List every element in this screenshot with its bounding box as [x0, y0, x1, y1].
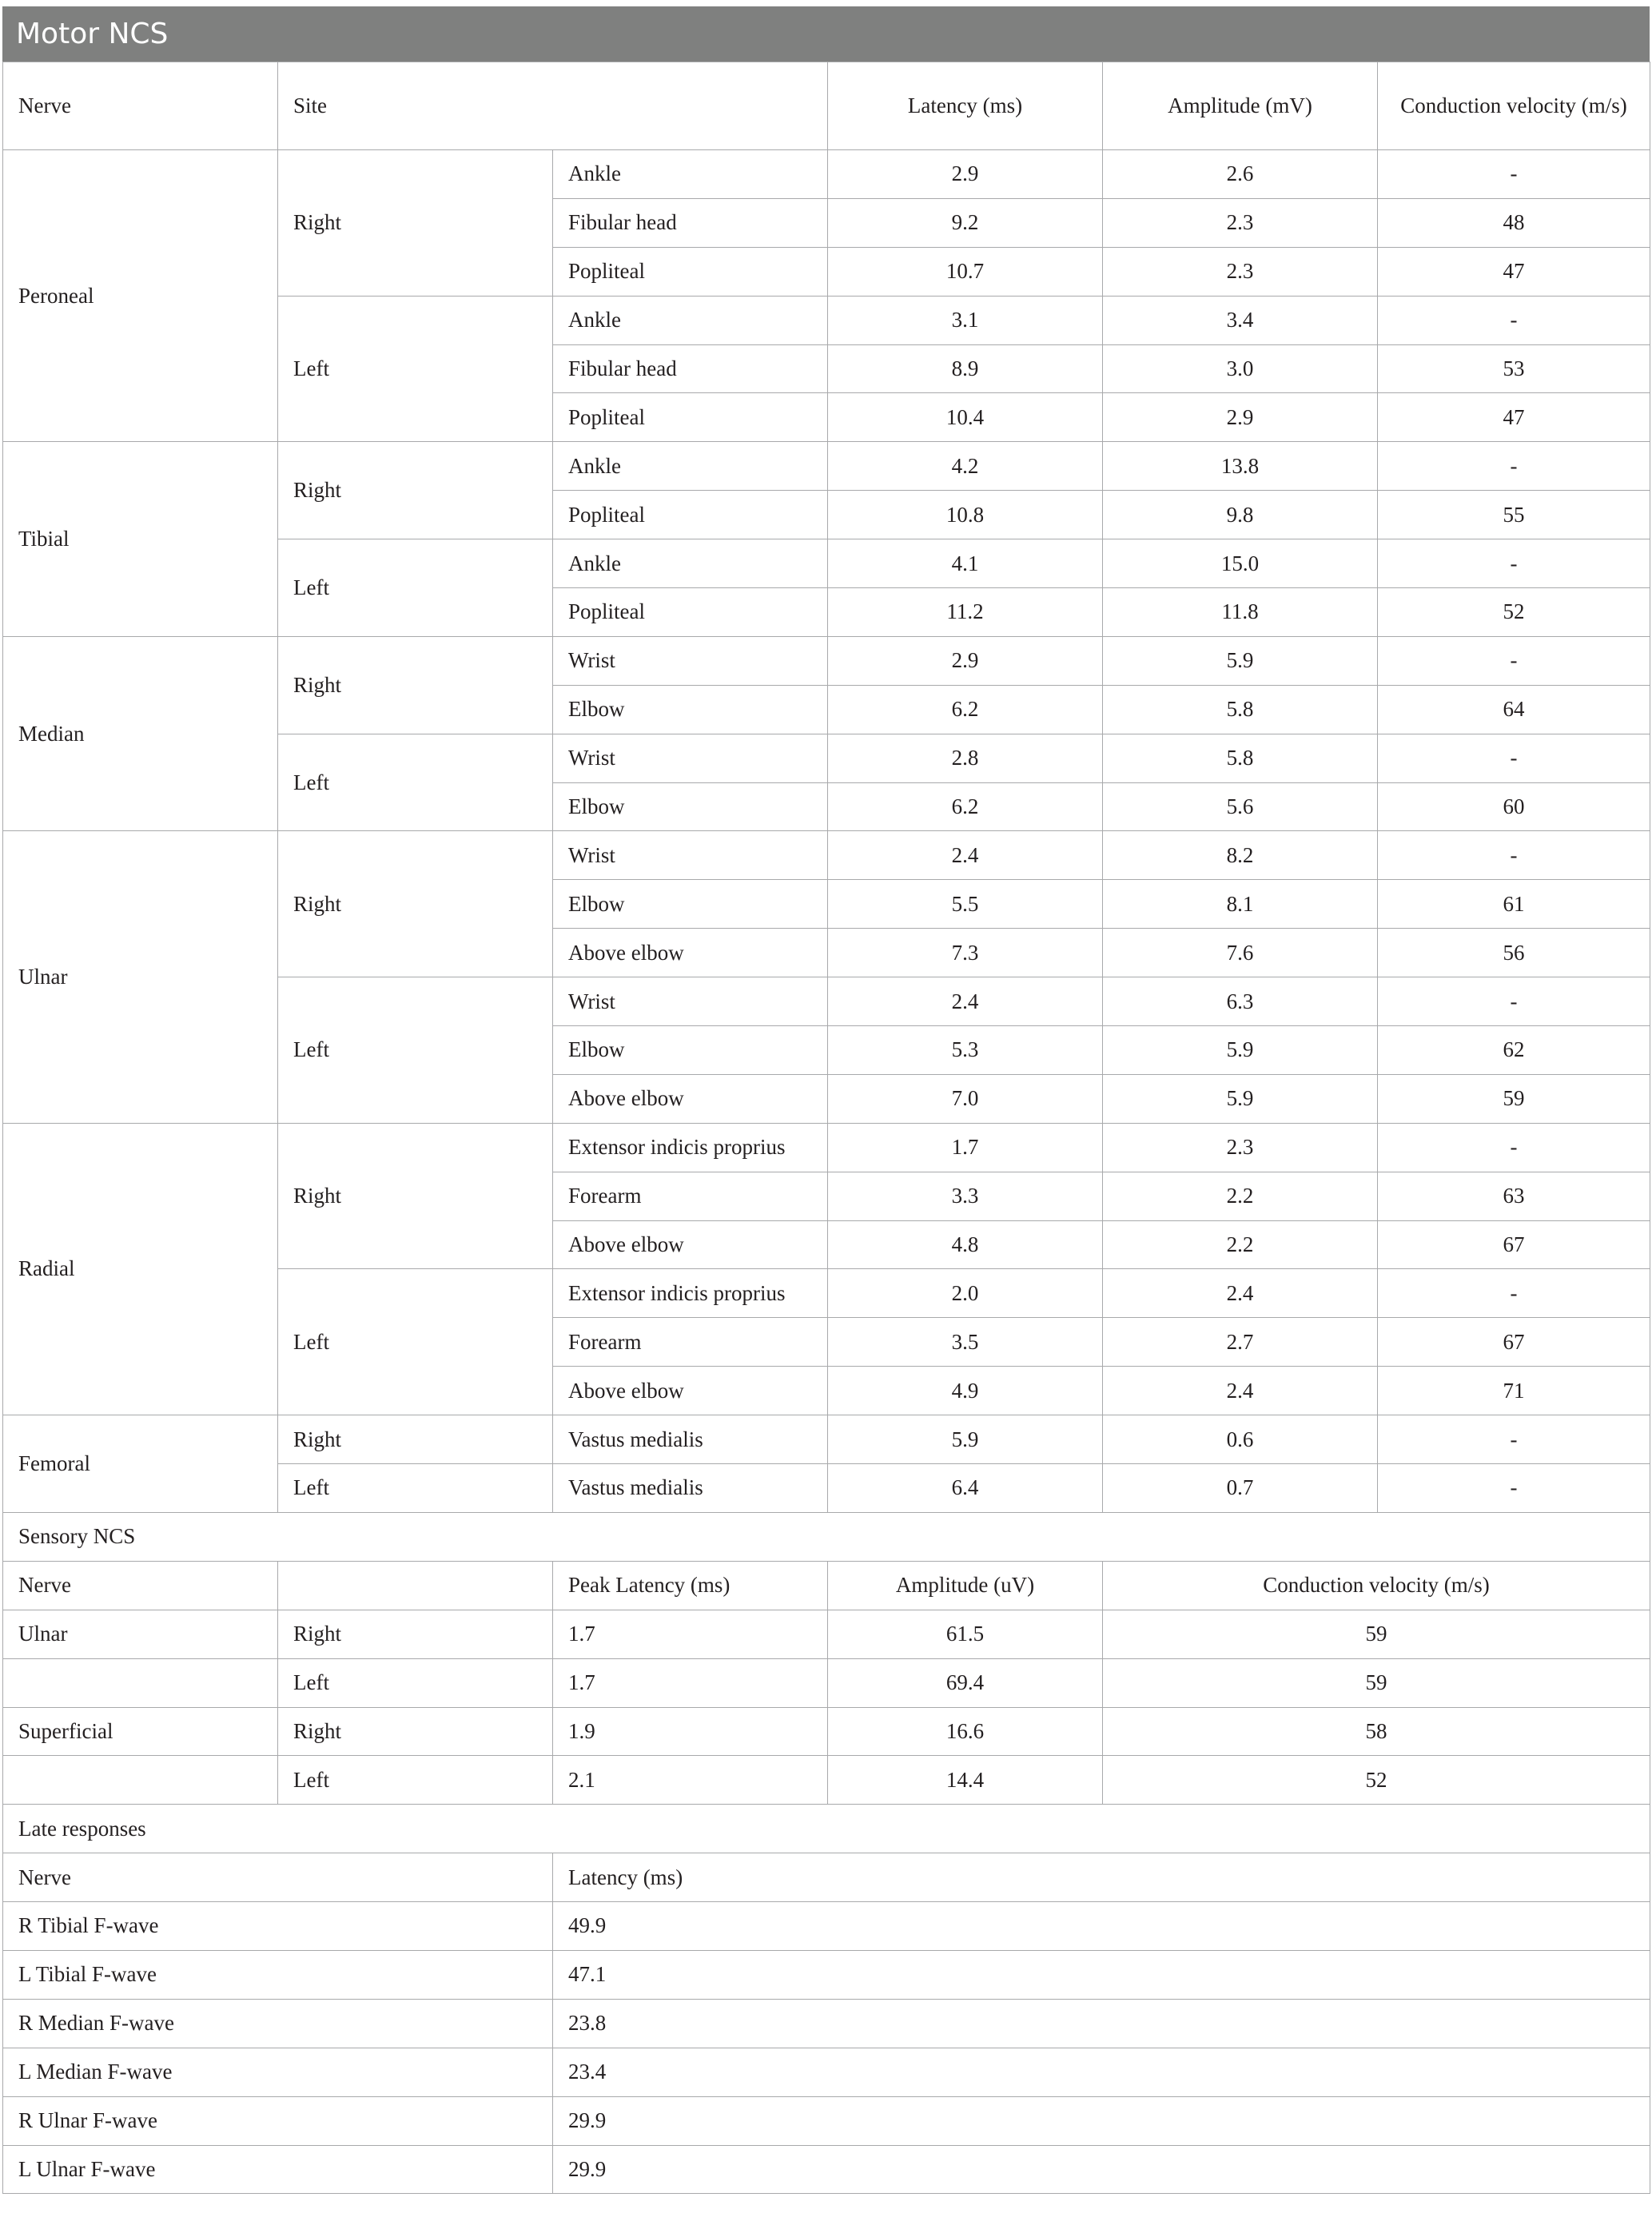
- late-row: [3, 1950, 1650, 1999]
- late-latency-cell: 23.8: [553, 1999, 1650, 2048]
- site-cell: Elbow: [553, 1026, 828, 1075]
- sensory-header-amplitude: Amplitude (uV): [828, 1561, 1103, 1610]
- latency-cell: 10.7: [828, 247, 1103, 296]
- velocity-cell: -: [1378, 1269, 1650, 1318]
- amplitude-cell: 8.2: [1103, 831, 1378, 880]
- latency-cell: 4.1: [828, 539, 1103, 588]
- sensory-nerve-cell: [3, 1756, 278, 1805]
- velocity-cell: -: [1378, 1464, 1650, 1513]
- latency-cell: 3.1: [828, 296, 1103, 344]
- sensory-nerve-cell: [3, 1658, 278, 1707]
- late-latency-cell: 29.9: [553, 2145, 1650, 2194]
- velocity-cell: 61: [1378, 880, 1650, 929]
- velocity-cell: 64: [1378, 685, 1650, 734]
- velocity-cell: 52: [1378, 588, 1650, 637]
- late-row: [3, 1999, 1650, 2048]
- side-cell: Left: [278, 1269, 553, 1415]
- latency-cell: 2.9: [828, 636, 1103, 685]
- latency-cell: 9.2: [828, 198, 1103, 247]
- amplitude-cell: 0.7: [1103, 1464, 1378, 1513]
- header-site: Site: [278, 62, 828, 150]
- velocity-cell: 48: [1378, 198, 1650, 247]
- latency-cell: 6.2: [828, 782, 1103, 831]
- late-header-nerve: Nerve: [3, 1853, 553, 1902]
- late-row: [3, 2048, 1650, 2096]
- header-nerve: Nerve: [3, 62, 278, 150]
- site-cell: Popliteal: [553, 491, 828, 539]
- amplitude-cell: 11.8: [1103, 588, 1378, 637]
- latency-cell: 5.3: [828, 1026, 1103, 1075]
- amplitude-cell: 13.8: [1103, 442, 1378, 491]
- ncs-table: [2, 62, 1650, 2194]
- amplitude-cell: 5.8: [1103, 685, 1378, 734]
- late-header-latency: Latency (ms): [553, 1853, 1650, 1902]
- latency-cell: 4.8: [828, 1220, 1103, 1269]
- site-cell: Above elbow: [553, 1074, 828, 1123]
- velocity-cell: -: [1378, 636, 1650, 685]
- velocity-cell: -: [1378, 150, 1650, 199]
- site-cell: Fibular head: [553, 198, 828, 247]
- velocity-cell: 60: [1378, 782, 1650, 831]
- velocity-cell: 47: [1378, 247, 1650, 296]
- late-row: [3, 2145, 1650, 2194]
- velocity-cell: 59: [1378, 1074, 1650, 1123]
- latency-cell: 2.8: [828, 734, 1103, 782]
- amplitude-cell: 0.6: [1103, 1415, 1378, 1464]
- latency-cell: 2.4: [828, 977, 1103, 1026]
- latency-cell: 1.7: [828, 1123, 1103, 1172]
- sensory-row: [3, 1707, 1650, 1756]
- sensory-latency-cell: 1.7: [553, 1658, 828, 1707]
- velocity-cell: 63: [1378, 1172, 1650, 1220]
- site-cell: Extensor indicis proprius: [553, 1123, 828, 1172]
- latency-cell: 7.0: [828, 1074, 1103, 1123]
- side-cell: Right: [278, 442, 553, 539]
- late-latency-cell: 29.9: [553, 2096, 1650, 2145]
- site-cell: Vastus medialis: [553, 1415, 828, 1464]
- site-cell: Wrist: [553, 636, 828, 685]
- velocity-cell: 71: [1378, 1367, 1650, 1415]
- site-cell: Wrist: [553, 734, 828, 782]
- ncs-table-body: [3, 62, 1650, 2194]
- site-cell: Ankle: [553, 296, 828, 344]
- sensory-header-nerve: Nerve: [3, 1561, 278, 1610]
- amplitude-cell: 5.9: [1103, 636, 1378, 685]
- velocity-cell: 56: [1378, 929, 1650, 977]
- amplitude-cell: 2.3: [1103, 1123, 1378, 1172]
- side-cell: Right: [278, 150, 553, 297]
- motor-row: [3, 150, 1650, 199]
- velocity-cell: 53: [1378, 344, 1650, 393]
- sensory-velocity-cell: 52: [1103, 1756, 1650, 1805]
- amplitude-cell: 2.9: [1103, 393, 1378, 442]
- amplitude-cell: 2.3: [1103, 198, 1378, 247]
- latency-cell: 2.4: [828, 831, 1103, 880]
- velocity-cell: 67: [1378, 1318, 1650, 1367]
- latency-cell: 6.2: [828, 685, 1103, 734]
- nerve-name-cell: Ulnar: [3, 831, 278, 1123]
- amplitude-cell: 7.6: [1103, 929, 1378, 977]
- motor-row: [3, 1415, 1650, 1464]
- amplitude-cell: 15.0: [1103, 539, 1378, 588]
- sensory-amplitude-cell: 14.4: [828, 1756, 1103, 1805]
- amplitude-cell: 2.6: [1103, 150, 1378, 199]
- amplitude-cell: 2.4: [1103, 1367, 1378, 1415]
- side-cell: Left: [278, 296, 553, 442]
- side-cell: Left: [278, 1464, 553, 1513]
- latency-cell: 8.9: [828, 344, 1103, 393]
- site-cell: Forearm: [553, 1172, 828, 1220]
- side-cell: Right: [278, 1415, 553, 1464]
- motor-row: [3, 636, 1650, 685]
- table-title: Motor NCS: [2, 6, 1650, 62]
- sensory-header-row: [3, 1561, 1650, 1610]
- latency-cell: 3.3: [828, 1172, 1103, 1220]
- amplitude-cell: 2.2: [1103, 1220, 1378, 1269]
- site-cell: Popliteal: [553, 393, 828, 442]
- latency-cell: 10.8: [828, 491, 1103, 539]
- sensory-latency-cell: 1.9: [553, 1707, 828, 1756]
- amplitude-cell: 5.6: [1103, 782, 1378, 831]
- late-nerve-cell: R Tibial F-wave: [3, 1902, 553, 1951]
- sensory-nerve-cell: Superficial: [3, 1707, 278, 1756]
- motor-row: [3, 831, 1650, 880]
- sensory-amplitude-cell: 61.5: [828, 1610, 1103, 1658]
- velocity-cell: -: [1378, 442, 1650, 491]
- velocity-cell: -: [1378, 1123, 1650, 1172]
- late-row: [3, 1902, 1650, 1951]
- side-cell: Left: [278, 977, 553, 1124]
- site-cell: Elbow: [553, 685, 828, 734]
- header-conduction-velocity: Conduction velocity (m/s): [1378, 62, 1650, 150]
- site-cell: Ankle: [553, 539, 828, 588]
- nerve-name-cell: Tibial: [3, 442, 278, 637]
- sensory-side-cell: Right: [278, 1707, 553, 1756]
- late-nerve-cell: R Ulnar F-wave: [3, 2096, 553, 2145]
- site-cell: Above elbow: [553, 929, 828, 977]
- site-cell: Vastus medialis: [553, 1464, 828, 1513]
- amplitude-cell: 6.3: [1103, 977, 1378, 1026]
- latency-cell: 7.3: [828, 929, 1103, 977]
- sensory-velocity-cell: 58: [1103, 1707, 1650, 1756]
- amplitude-cell: 2.2: [1103, 1172, 1378, 1220]
- sensory-amplitude-cell: 16.6: [828, 1707, 1103, 1756]
- velocity-cell: 67: [1378, 1220, 1650, 1269]
- velocity-cell: -: [1378, 734, 1650, 782]
- late-title-row: [3, 1805, 1650, 1853]
- motor-row: [3, 442, 1650, 491]
- motor-header-row: [3, 62, 1650, 150]
- velocity-cell: -: [1378, 539, 1650, 588]
- nerve-name-cell: Radial: [3, 1123, 278, 1415]
- velocity-cell: 55: [1378, 491, 1650, 539]
- site-cell: Fibular head: [553, 344, 828, 393]
- amplitude-cell: 3.4: [1103, 296, 1378, 344]
- late-nerve-cell: R Median F-wave: [3, 1999, 553, 2048]
- velocity-cell: -: [1378, 296, 1650, 344]
- nerve-name-cell: Peroneal: [3, 150, 278, 442]
- amplitude-cell: 2.3: [1103, 247, 1378, 296]
- site-cell: Elbow: [553, 880, 828, 929]
- latency-cell: 5.9: [828, 1415, 1103, 1464]
- sensory-title-row: [3, 1512, 1650, 1561]
- sensory-section-title: Sensory NCS: [3, 1512, 1650, 1561]
- velocity-cell: 47: [1378, 393, 1650, 442]
- site-cell: Forearm: [553, 1318, 828, 1367]
- site-cell: Popliteal: [553, 588, 828, 637]
- side-cell: Right: [278, 636, 553, 734]
- side-cell: Right: [278, 831, 553, 977]
- sensory-header-latency: Peak Latency (ms): [553, 1561, 828, 1610]
- nerve-name-cell: Femoral: [3, 1415, 278, 1513]
- sensory-latency-cell: 2.1: [553, 1756, 828, 1805]
- header-latency: Latency (ms): [828, 62, 1103, 150]
- amplitude-cell: 3.0: [1103, 344, 1378, 393]
- site-cell: Extensor indicis proprius: [553, 1269, 828, 1318]
- sensory-side-cell: Left: [278, 1658, 553, 1707]
- sensory-latency-cell: 1.7: [553, 1610, 828, 1658]
- sensory-velocity-cell: 59: [1103, 1658, 1650, 1707]
- amplitude-cell: 5.8: [1103, 734, 1378, 782]
- sensory-header-velocity: Conduction velocity (m/s): [1103, 1561, 1650, 1610]
- amplitude-cell: 2.7: [1103, 1318, 1378, 1367]
- site-cell: Elbow: [553, 782, 828, 831]
- late-nerve-cell: L Ulnar F-wave: [3, 2145, 553, 2194]
- sensory-row: [3, 1610, 1650, 1658]
- nerve-name-cell: Median: [3, 636, 278, 831]
- side-cell: Left: [278, 734, 553, 831]
- sensory-header-side: [278, 1561, 553, 1610]
- velocity-cell: -: [1378, 977, 1650, 1026]
- late-nerve-cell: L Tibial F-wave: [3, 1950, 553, 1999]
- site-cell: Wrist: [553, 831, 828, 880]
- latency-cell: 10.4: [828, 393, 1103, 442]
- latency-cell: 11.2: [828, 588, 1103, 637]
- latency-cell: 6.4: [828, 1464, 1103, 1513]
- sensory-nerve-cell: Ulnar: [3, 1610, 278, 1658]
- site-cell: Above elbow: [553, 1367, 828, 1415]
- latency-cell: 2.0: [828, 1269, 1103, 1318]
- site-cell: Ankle: [553, 150, 828, 199]
- sensory-amplitude-cell: 69.4: [828, 1658, 1103, 1707]
- latency-cell: 4.9: [828, 1367, 1103, 1415]
- sensory-velocity-cell: 59: [1103, 1610, 1650, 1658]
- site-cell: Above elbow: [553, 1220, 828, 1269]
- latency-cell: 3.5: [828, 1318, 1103, 1367]
- site-cell: Ankle: [553, 442, 828, 491]
- site-cell: Wrist: [553, 977, 828, 1026]
- sensory-row: [3, 1756, 1650, 1805]
- late-latency-cell: 49.9: [553, 1902, 1650, 1951]
- sensory-side-cell: Right: [278, 1610, 553, 1658]
- amplitude-cell: 5.9: [1103, 1026, 1378, 1075]
- site-cell: Popliteal: [553, 247, 828, 296]
- latency-cell: 2.9: [828, 150, 1103, 199]
- late-latency-cell: 47.1: [553, 1950, 1650, 1999]
- amplitude-cell: 9.8: [1103, 491, 1378, 539]
- velocity-cell: -: [1378, 831, 1650, 880]
- side-cell: Right: [278, 1123, 553, 1269]
- amplitude-cell: 5.9: [1103, 1074, 1378, 1123]
- motor-row: [3, 1123, 1650, 1172]
- late-header-row: [3, 1853, 1650, 1902]
- sensory-row: [3, 1658, 1650, 1707]
- late-latency-cell: 23.4: [553, 2048, 1650, 2096]
- sensory-side-cell: Left: [278, 1756, 553, 1805]
- latency-cell: 4.2: [828, 442, 1103, 491]
- latency-cell: 5.5: [828, 880, 1103, 929]
- velocity-cell: -: [1378, 1415, 1650, 1464]
- velocity-cell: 62: [1378, 1026, 1650, 1075]
- header-amplitude: Amplitude (mV): [1103, 62, 1378, 150]
- amplitude-cell: 2.4: [1103, 1269, 1378, 1318]
- amplitude-cell: 8.1: [1103, 880, 1378, 929]
- late-row: [3, 2096, 1650, 2145]
- late-nerve-cell: L Median F-wave: [3, 2048, 553, 2096]
- late-section-title: Late responses: [3, 1805, 1650, 1853]
- side-cell: Left: [278, 539, 553, 637]
